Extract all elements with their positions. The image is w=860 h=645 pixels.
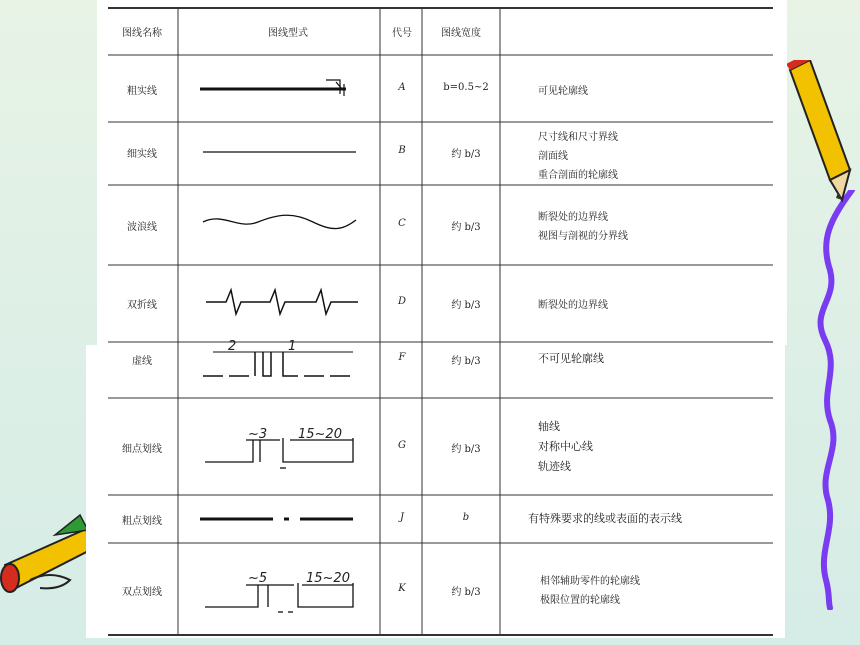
row-code: J <box>399 512 404 523</box>
row-name: 双折线 <box>127 300 157 311</box>
sample-double-dash-dot <box>205 583 353 612</box>
dim-label-dash-dot-len: 15~20 <box>298 427 342 442</box>
row-application <box>538 82 588 101</box>
sample-dash-dot <box>205 438 353 468</box>
dim-label-double-dot-gap: ~5 <box>248 571 268 586</box>
row-code: D <box>397 296 407 307</box>
row-name: 双点划线 <box>122 587 162 598</box>
application-line: 轴线 <box>538 420 560 433</box>
row-application <box>538 296 608 315</box>
header-width: 图线宽度 <box>441 28 481 39</box>
application-line: 相邻辅助零件的轮廓线 <box>540 576 640 587</box>
header-style: 图线型式 <box>268 28 308 39</box>
pencil-icon-top-right <box>780 60 860 210</box>
row-application <box>538 350 604 370</box>
row-code: K <box>398 583 406 594</box>
application-line: 断裂处的边界线 <box>538 212 608 223</box>
squiggle-ribbon-icon <box>800 190 860 610</box>
row-code: C <box>398 218 406 229</box>
application-line: 不可见轮廓线 <box>538 352 604 365</box>
application-line: 对称中心线 <box>538 440 593 453</box>
dim-label-dashed-b: 1 <box>288 339 297 354</box>
row-width: 约 b/3 <box>451 444 481 455</box>
row-code: F <box>398 352 406 363</box>
table-grid <box>108 0 773 640</box>
row-name: 细实线 <box>127 149 157 160</box>
row-code: A <box>398 82 406 93</box>
row-application <box>538 208 628 246</box>
application-line: 尺寸线和尺寸界线 <box>538 132 618 143</box>
row-code: B <box>398 145 406 156</box>
row-name: 细点划线 <box>122 444 162 455</box>
row-width: b <box>462 512 470 523</box>
row-application <box>538 418 593 478</box>
row-width: 约 b/3 <box>451 356 481 367</box>
line-types-table <box>108 0 773 640</box>
pencil-icon-bottom-left <box>0 510 100 630</box>
sample-wavy <box>203 215 356 228</box>
application-line: 可见轮廓线 <box>538 86 588 97</box>
row-width: 约 b/3 <box>451 587 481 598</box>
header-name: 图线名称 <box>122 28 162 39</box>
application-line: 极限位置的轮廓线 <box>540 595 620 606</box>
row-width: 约 b/3 <box>451 222 481 233</box>
row-name: 粗点划线 <box>122 516 162 527</box>
row-name: 波浪线 <box>127 222 157 233</box>
application-line: 视图与剖视的分界线 <box>538 231 628 242</box>
row-name: 粗实线 <box>127 86 157 97</box>
sample-zigzag <box>206 290 358 314</box>
row-width: 约 b/3 <box>451 149 481 160</box>
application-line: 重合剖面的轮廓线 <box>538 170 618 181</box>
row-width: b=0.5~2 <box>443 82 489 93</box>
row-width: 约 b/3 <box>451 300 481 311</box>
row-name: 虚线 <box>132 356 152 367</box>
row-application <box>528 510 682 530</box>
sample-dashed <box>203 352 353 376</box>
row-code: G <box>398 440 406 451</box>
row-application <box>538 128 618 185</box>
header-code: 代号 <box>392 28 412 39</box>
application-line: 轨迹线 <box>538 460 571 473</box>
application-line: 断裂处的边界线 <box>538 300 608 311</box>
application-line: 有特殊要求的线或表面的表示线 <box>528 512 682 525</box>
dim-label-dash-dot-gap: ~3 <box>248 427 268 442</box>
dim-label-double-dot-len: 15~20 <box>306 571 350 586</box>
row-application <box>540 572 640 610</box>
application-line: 剖面线 <box>538 151 568 162</box>
dim-label-dashed-a: 2 <box>228 339 237 354</box>
